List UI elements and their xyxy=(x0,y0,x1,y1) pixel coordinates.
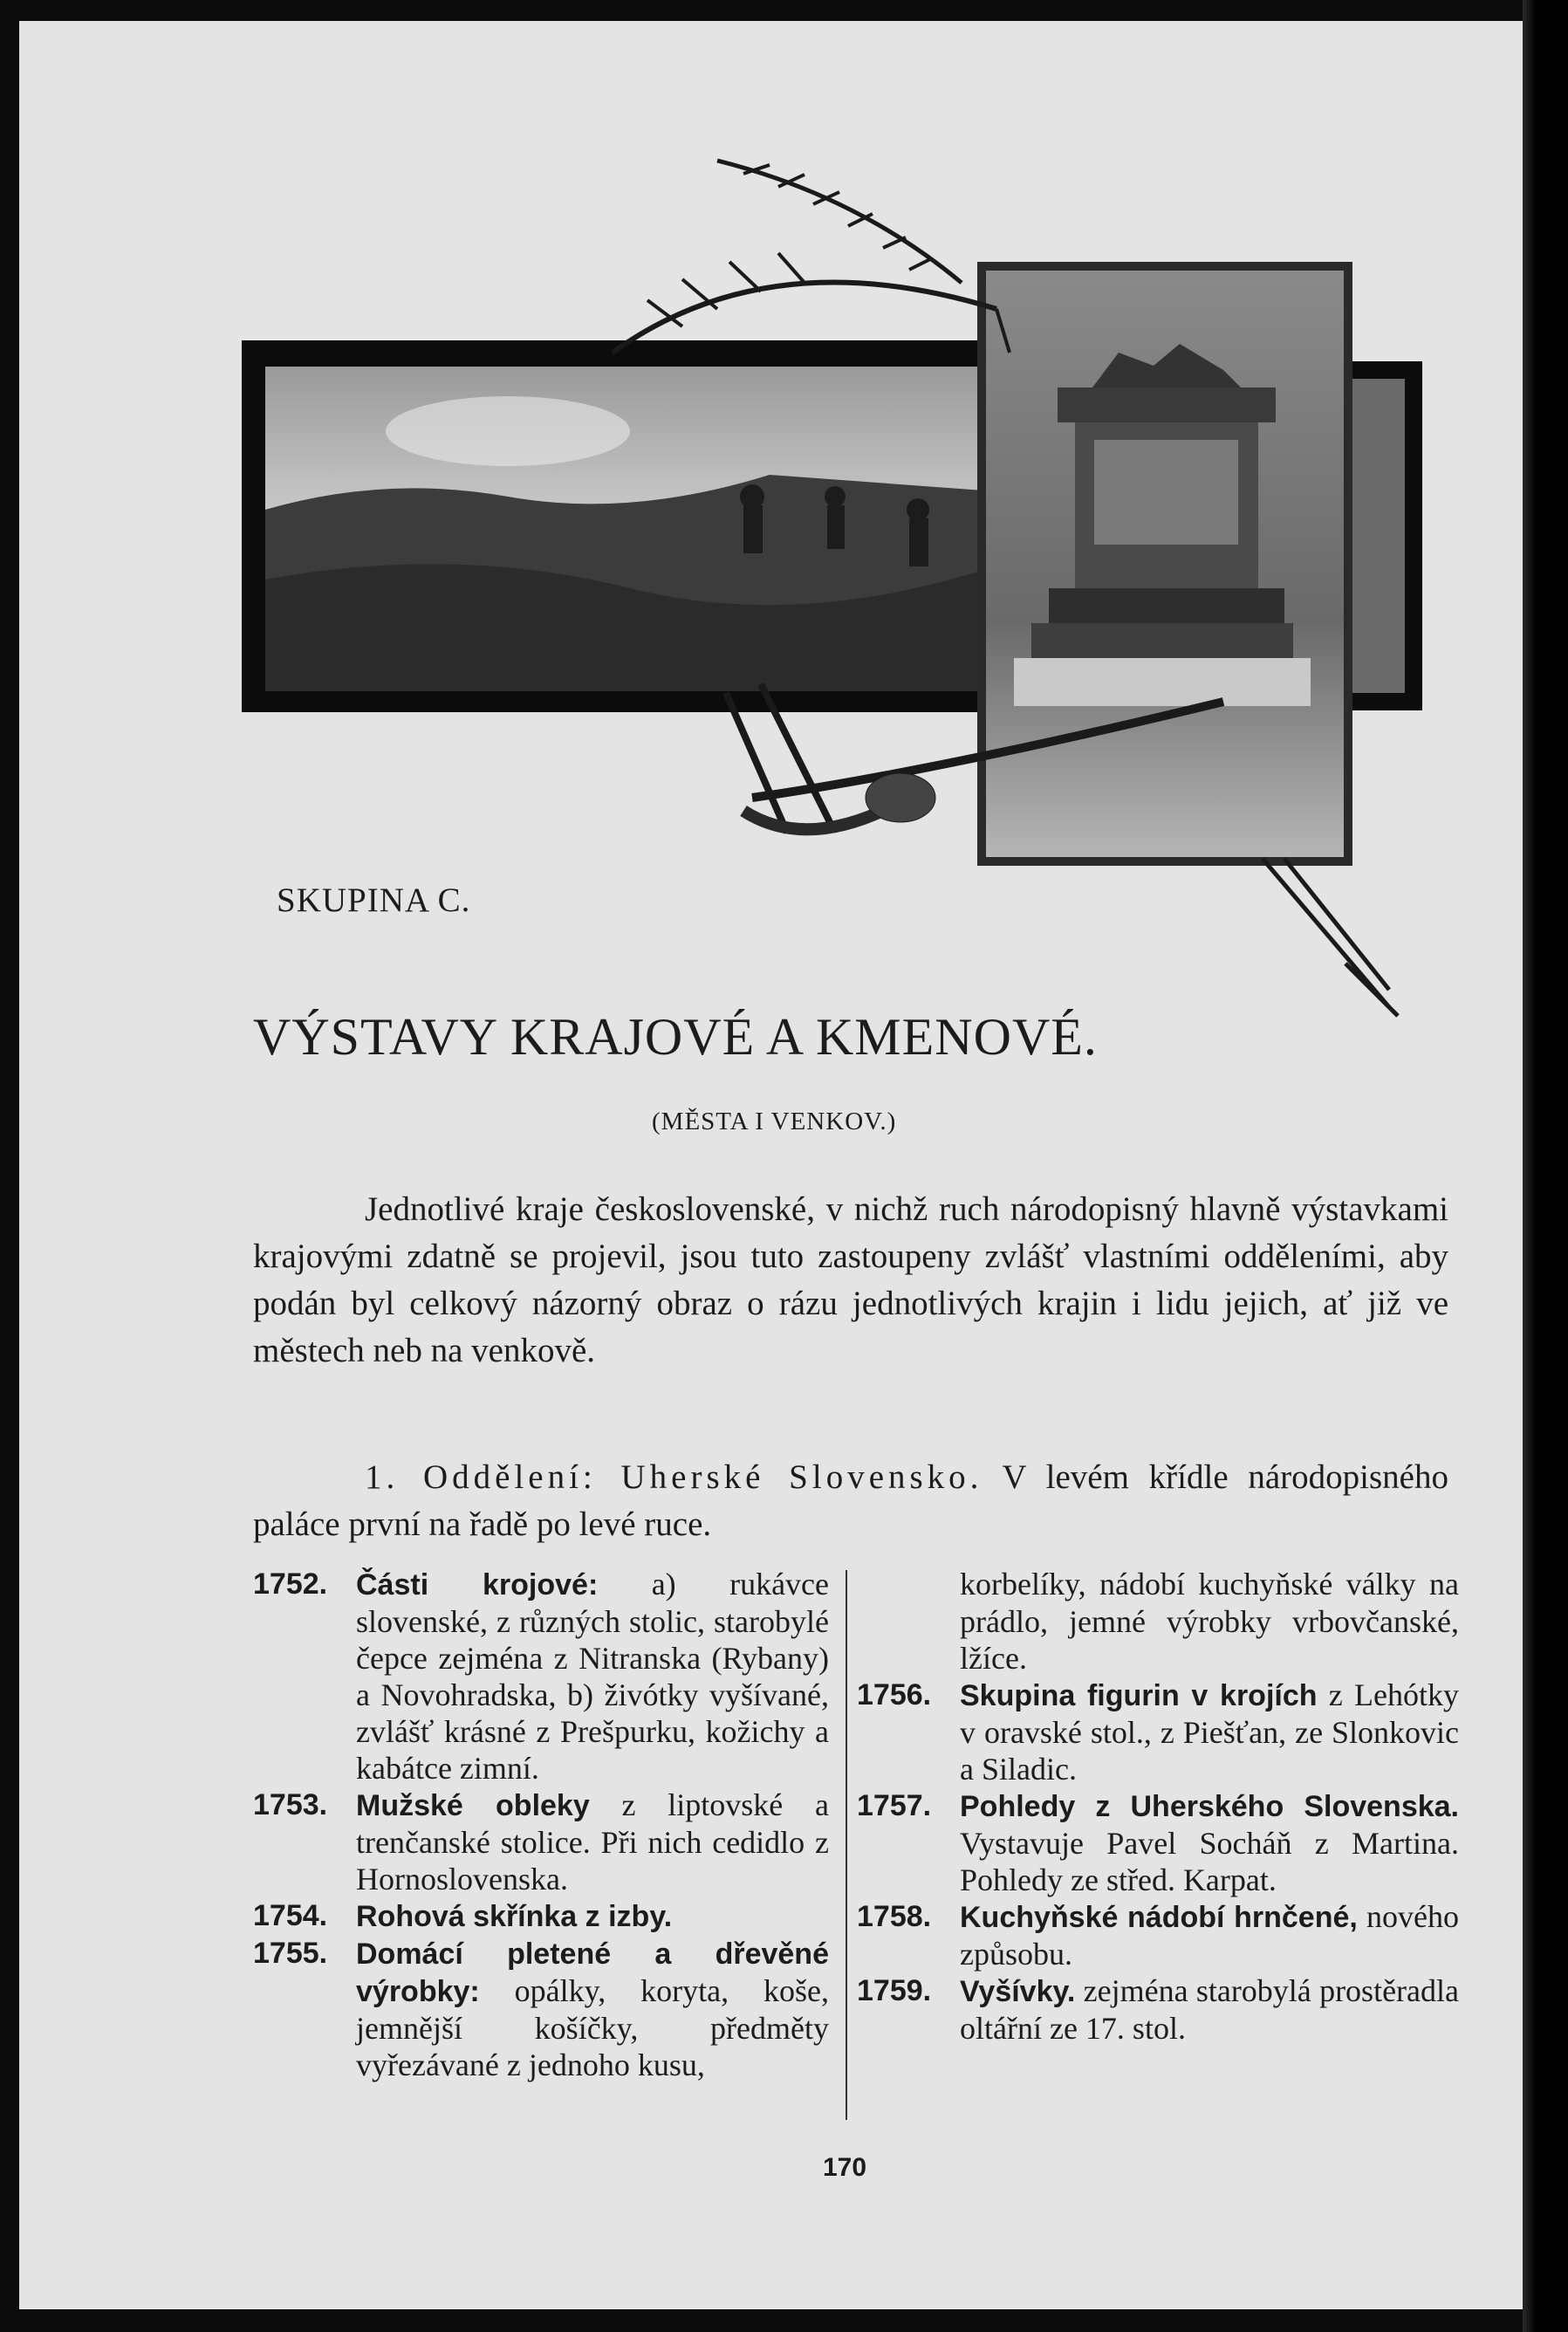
list-item xyxy=(253,1787,829,1897)
entry-body xyxy=(960,1787,1459,1898)
entry-number: 1754. xyxy=(253,1899,328,1932)
entries-left-column xyxy=(253,1566,829,2083)
entry-heading: Rohová skřínka z izby. xyxy=(356,1900,673,1933)
entry-heading: Domácí pletené a dřevěné výrobky: xyxy=(356,1938,829,2008)
entry-heading: Skupina figurin v krojích xyxy=(960,1679,1318,1712)
entry-text: nového způsobu. xyxy=(960,1899,1459,1972)
entry-body xyxy=(356,1787,829,1897)
wheat-ear xyxy=(613,161,1010,353)
entry-number: 1758. xyxy=(857,1900,932,1933)
monument-picture xyxy=(977,262,1352,866)
intro-paragraph: Jednotlivé kraje československé, v nichž ruch národopisný hlavně výstavkami krajovými zdatně se projevil, jsou tuto zastoupeny zvlášť vlastními odděleními, aby podán byl celkový názorný obraz o rázu jednotlivých krajin i lidu jejich, ať již ve městech neb na venkově. xyxy=(253,1190,1448,1369)
column-divider xyxy=(846,1570,847,2120)
department-text: V levém křídle národopisného paláce první na řadě po levé ruce. xyxy=(253,1458,1448,1543)
entry-heading: Pohledy z Uherského Slovenska. xyxy=(960,1790,1459,1823)
entry-body xyxy=(960,1677,1459,1787)
entry-heading: Kuchyňské nádobí hrnčené, xyxy=(960,1901,1358,1934)
entry-body xyxy=(960,1566,1459,1677)
list-item xyxy=(253,1566,829,1787)
entry-body xyxy=(960,1972,1459,2047)
header-illustration xyxy=(19,21,1523,1051)
tool-lines xyxy=(1263,859,1398,1016)
page-title: VÝSTAVY KRAJOVÉ A KMENOVÉ. xyxy=(253,1008,1098,1066)
list-item xyxy=(857,1972,1459,2047)
list-item xyxy=(857,1787,1459,1898)
entry-text: z Lehótky v oravské stol., z Piešťan, ze Slonkovic a Siladic. xyxy=(960,1677,1459,1787)
entry-number: 1753. xyxy=(253,1788,328,1821)
list-item xyxy=(857,1677,1459,1787)
entry-number: 1757. xyxy=(857,1789,932,1822)
entry-heading: Vyšívky. xyxy=(960,1975,1076,2008)
entry-number: 1755. xyxy=(253,1937,328,1970)
entry-heading: Mužské obleky xyxy=(356,1789,590,1822)
page-number: 170 xyxy=(823,2153,867,2182)
entry-heading: Části krojové: xyxy=(356,1568,599,1602)
list-item xyxy=(857,1898,1459,1972)
entry-body xyxy=(356,1935,829,2083)
list-item xyxy=(857,1566,1459,1677)
entry-number: 1756. xyxy=(857,1678,932,1711)
entry-text: korbelíky, nádobí kuchyňské války na prádlo, jemné výrobky vrbovčanské, lžíce. xyxy=(960,1567,1459,1676)
entry-body xyxy=(960,1898,1459,1972)
entry-text: opálky, koryta, koše, jemnější košíčky, předměty vyřezávané z jednoho kusu, xyxy=(356,1973,829,2082)
entries-right-column xyxy=(857,1566,1459,2047)
group-label: SKUPINA C. xyxy=(277,881,471,919)
entry-number: 1752. xyxy=(253,1567,328,1601)
scan-border xyxy=(1523,0,1568,2332)
entry-text: zejména starobylá prostěradla oltářní ze 17. stol. xyxy=(960,1973,1459,2046)
entry-body xyxy=(356,1897,829,1935)
entry-text: a) rukávce slovenské, z různých stolic, starobylé čepce zejména z Nitranska (Rybany) a Novohradska, b) živótky vyšívané, zvlášť krásné z Prešpurku, kožichy a kabátce zimní. xyxy=(356,1567,830,1786)
entry-text: z liptovské a trenčanské stolice. Při nich cedidlo z Hornoslovenska. xyxy=(356,1787,829,1896)
list-item xyxy=(253,1935,829,2083)
department-label: 1. Oddělení: Uherské Slovensko. xyxy=(365,1458,983,1496)
landscape-picture xyxy=(242,340,1032,712)
department-paragraph xyxy=(253,1454,1448,1548)
entry-text: Vystavuje Pavel Socháň z Martina. Pohledy ze střed. Karpat. xyxy=(960,1826,1459,1897)
page-subtitle: (MĚSTA I VENKOV.) xyxy=(652,1108,897,1135)
entry-number: 1759. xyxy=(857,1974,932,2007)
entry-body xyxy=(356,1566,829,1787)
book-page xyxy=(19,21,1523,2309)
list-item xyxy=(253,1897,829,1935)
